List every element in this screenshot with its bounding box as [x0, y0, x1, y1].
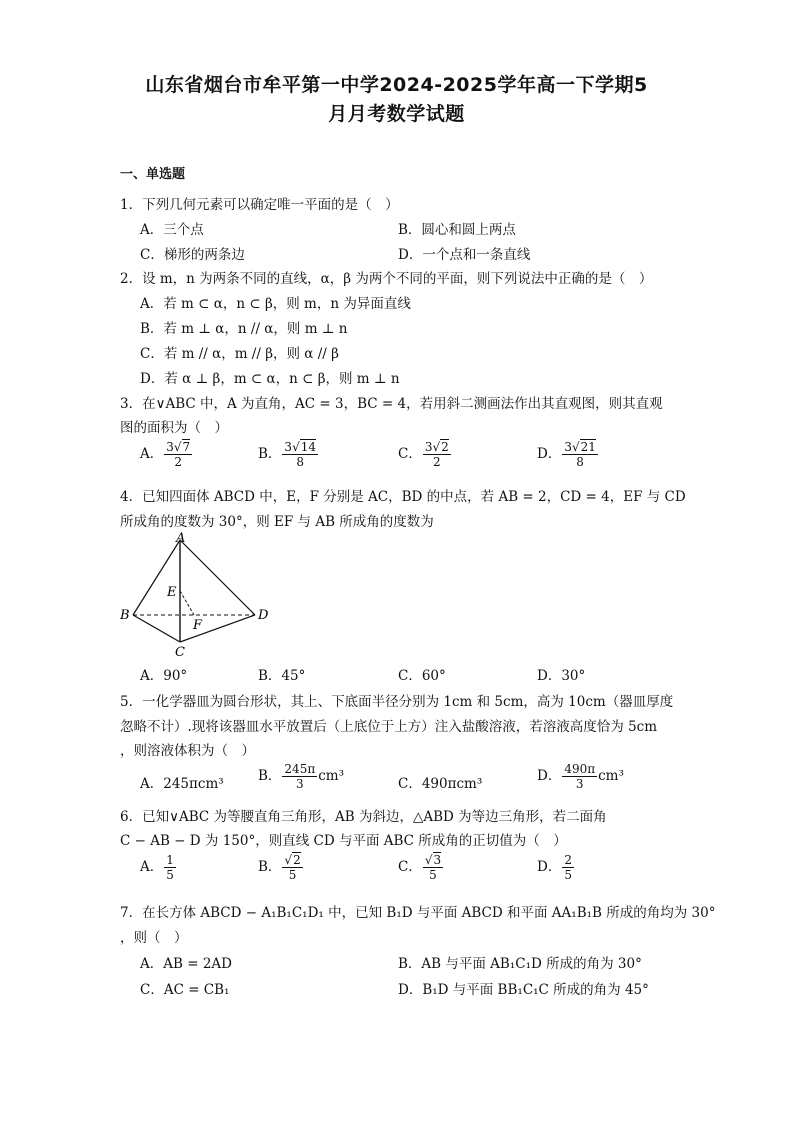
- q4-option-c: C．60°: [398, 668, 446, 684]
- q5-option-d: D． $\frac{490\pi}{3}$ cm³: [537, 762, 624, 791]
- fig-label-d: D: [258, 608, 269, 623]
- doc-title-line1: 山东省烟台市牟平第一中学2024-2025学年高一下学期5: [145, 74, 648, 96]
- q1-option-d: D．一个点和一条直线: [398, 247, 531, 263]
- q2-option-d: D．若 α ⊥ β，m ⊂ α，n ⊂ β，则 m ⊥ n: [140, 371, 400, 387]
- q4-stem-line1: 4．已知四面体 ABCD 中，E，F 分别是 AC，BD 的中点，若 AB = 2，CD = 4，EF 与 CD: [120, 489, 686, 505]
- q6-option-c: C． $\frac{√3}{5}$: [398, 853, 442, 882]
- q6-stem-line2: C − AB − D 为 150°，则直线 CD 与平面 ABC 所成角的正切值为（ ）: [120, 833, 567, 849]
- q6-stem-line1: 6．已知∨ABC 为等腰直角三角形，AB 为斜边，△ABD 为等边三角形，若二面角: [120, 809, 607, 825]
- q7-option-d: D．B₁D 与平面 BB₁C₁C 所成的角为 45°: [398, 982, 649, 998]
- q7-option-b: B．AB 与平面 AB₁C₁D 所成的角为 30°: [398, 956, 642, 972]
- q5-option-a: A．245πcm³: [140, 776, 224, 792]
- q3-option-b: B． $\frac{3√14}{8}$: [258, 440, 316, 469]
- q4-option-d: D．30°: [537, 668, 586, 684]
- q7-option-a: A．AB = 2AD: [140, 956, 232, 972]
- q3-option-a: A． $\frac{3√7}{2}$: [140, 440, 191, 469]
- q1-option-a: A．三个点: [140, 222, 204, 238]
- q3-stem-line2: 图的面积为（ ）: [120, 420, 228, 436]
- q2-option-b: B．若 m ⊥ α，n // α，则 m ⊥ n: [140, 321, 348, 337]
- q6-option-a: A． $\frac{1}{5}$: [140, 853, 174, 882]
- q2-stem: 2．设 m，n 为两条不同的直线，α，β 为两个不同的平面，则下列说法中正确的是（ ）: [120, 271, 653, 287]
- q7-option-c: C．AC = CB₁: [140, 982, 230, 998]
- q3-stem-line1: 3．在∨ABC 中，A 为直角，AC = 3，BC = 4，若用斜二测画法作出其直观图，则其直观: [120, 396, 663, 412]
- fig-label-b: B: [120, 608, 130, 623]
- q2-option-a: A．若 m ⊂ α，n ⊂ β，则 m，n 为异面直线: [140, 296, 411, 312]
- fig-label-c: C: [175, 645, 185, 660]
- tetrahedron-figure: [115, 530, 275, 660]
- q1-stem: 1．下列几何元素可以确定唯一平面的是（ ）: [120, 197, 399, 213]
- fig-label-f: F: [193, 618, 203, 633]
- doc-title-line2: 月月考数学试题: [328, 103, 465, 125]
- fig-label-a: A: [176, 531, 186, 546]
- q5-option-b: B． $\frac{245\pi}{3}$ cm³: [258, 762, 344, 791]
- q6-option-d: D． $\frac{2}{5}$: [537, 853, 572, 882]
- q3-option-c: C． $\frac{3√2}{2}$: [398, 440, 449, 469]
- q7-stem-line2: ，则（ ）: [120, 930, 188, 946]
- q7-stem-line1: 7．在长方体 ABCD − A₁B₁C₁D₁ 中，已知 B₁D 与平面 ABCD 和平面 AA₁B₁B 所成的角均为 30°: [120, 905, 716, 921]
- q5-stem-line3: ，则溶液体积为（ ）: [120, 743, 255, 759]
- q5-stem-line2: 忽略不计）.现将该器皿水平放置后（上底位于上方）注入盐酸溶液，若溶液高度恰为 5cm: [120, 719, 658, 735]
- q1-option-b: B．圆心和圆上两点: [398, 222, 516, 238]
- section-heading: 一、单选题: [120, 167, 186, 182]
- q3-option-d: D． $\frac{3√21}{8}$: [537, 440, 596, 469]
- q4-stem-line2: 所成角的度数为 30°，则 EF 与 AB 所成角的度数为: [120, 514, 434, 530]
- fig-label-e: E: [167, 585, 177, 600]
- q4-option-a: A．90°: [140, 668, 188, 684]
- q5-option-c: C．490πcm³: [398, 776, 483, 792]
- q6-option-b: B． $\frac{√2}{5}$: [258, 853, 301, 882]
- q4-option-b: B．45°: [258, 668, 306, 684]
- q1-option-c: C．梯形的两条边: [140, 247, 245, 263]
- q5-stem-line1: 5．一化学器皿为圆台形状，其上、下底面半径分别为 1cm 和 5cm，高为 10cm（器皿厚度: [120, 694, 674, 710]
- q2-option-c: C．若 m // α，m // β，则 α // β: [140, 346, 339, 362]
